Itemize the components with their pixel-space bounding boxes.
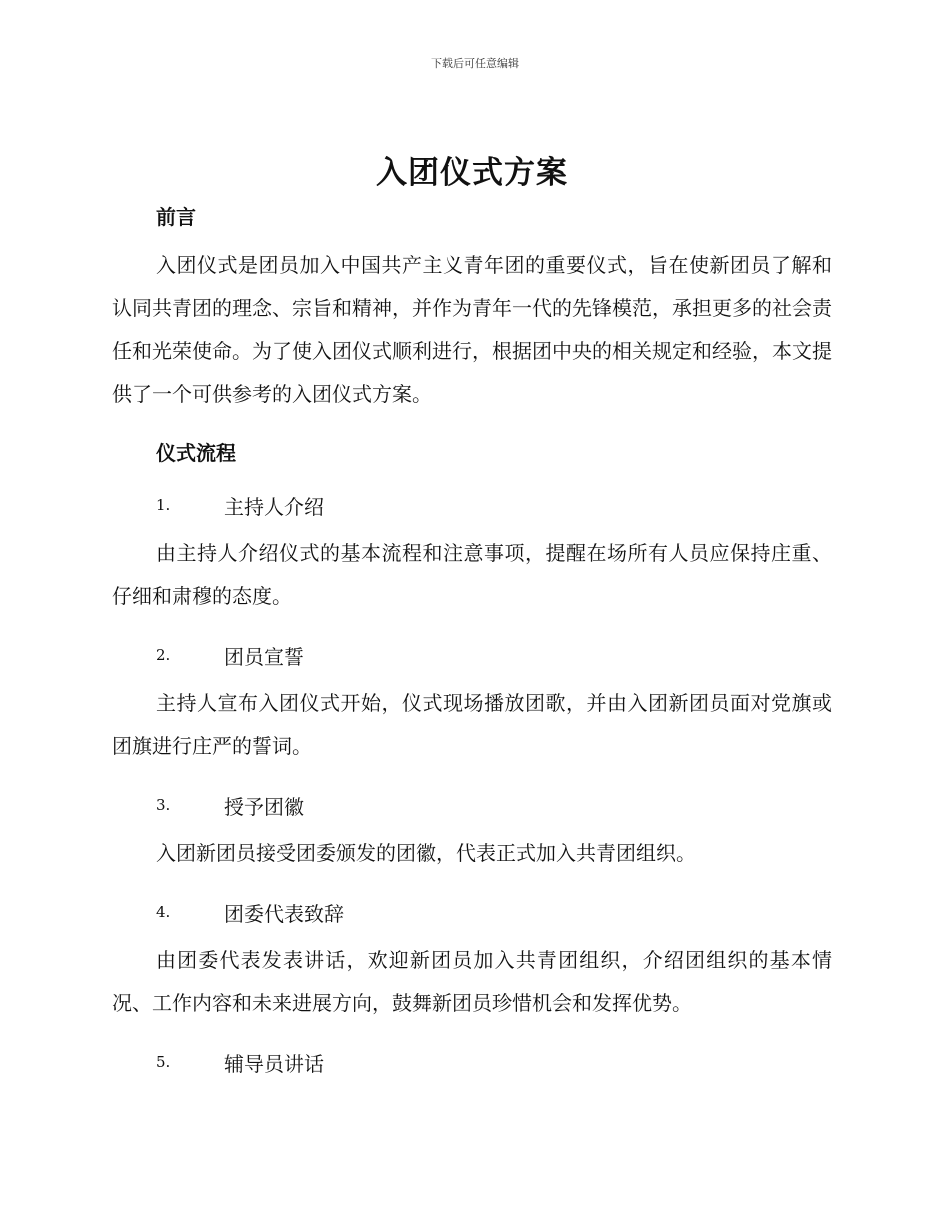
process-step-2 bbox=[112, 640, 832, 670]
step-number: 2. bbox=[156, 646, 171, 664]
preface-paragraph: 入团仪式是团员加入中国共产主义青年团的重要仪式，旨在使新团员了解和认同共青团的理念、宗旨和精神，并作为青年一代的先锋模范，承担更多的社会责任和光荣使命。为了使入团仪式顺利进行，根据团中央的相关规定和经验，本文提供了一个可供参考的入团仪式方案。 bbox=[112, 253, 832, 406]
header-note: 下载后可任意编辑 bbox=[431, 57, 519, 70]
preface-heading: 前言 bbox=[156, 205, 196, 229]
step-number: 4. bbox=[156, 903, 171, 921]
step-label: 主持人介绍 bbox=[224, 494, 324, 519]
step-paragraph: 入团新团员接受团委颁发的团徽，代表正式加入共青团组织。 bbox=[156, 841, 696, 865]
process-heading: 仪式流程 bbox=[156, 441, 236, 465]
process-step-3 bbox=[112, 790, 832, 820]
step-number: 3. bbox=[156, 796, 171, 814]
step-number: 5. bbox=[156, 1053, 171, 1071]
document-title: 入团仪式方案 bbox=[376, 155, 568, 191]
step-label: 团委代表致辞 bbox=[224, 901, 344, 926]
step-paragraph: 由主持人介绍仪式的基本流程和注意事项，提醒在场所有人员应保持庄重、仔细和肃穆的态度。 bbox=[112, 541, 832, 608]
step-number: 1. bbox=[156, 496, 171, 514]
step-paragraph: 由团委代表发表讲话，欢迎新团员加入共青团组织，介绍团组织的基本情况、工作内容和未来进展方向，鼓舞新团员珍惜机会和发挥优势。 bbox=[112, 948, 832, 1015]
process-step-4 bbox=[112, 897, 832, 927]
step-paragraph: 主持人宣布入团仪式开始，仪式现场播放团歌，并由入团新团员面对党旗或团旗进行庄严的誓词。 bbox=[112, 691, 832, 758]
process-step-1 bbox=[112, 490, 832, 520]
step-label: 辅导员讲话 bbox=[224, 1051, 324, 1076]
process-step-5 bbox=[112, 1047, 832, 1077]
document-body bbox=[112, 150, 832, 1077]
step-label: 授予团徽 bbox=[224, 794, 304, 819]
step-label: 团员宣誓 bbox=[224, 644, 304, 669]
